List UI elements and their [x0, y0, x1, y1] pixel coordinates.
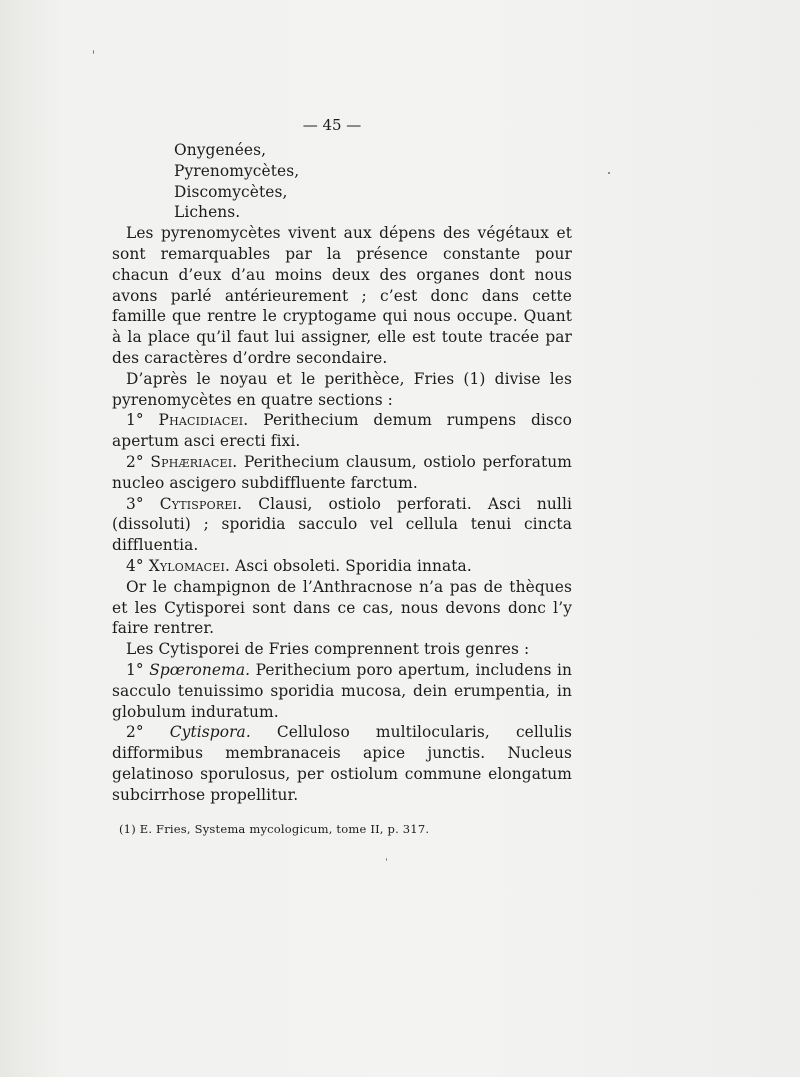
section-name: Sphæriacei.	[150, 452, 238, 471]
section-xylomacei	[112, 556, 572, 577]
section-description: Perithecium demum rumpens disco apertum asci erecti fixi.	[112, 411, 573, 451]
paragraph-pyrenomycetes: Les pyrenomycètes vivent aux dépens des végétaux et sont remarquables par la présence constante pour chacun d’eux d’au moins deux des organes dont nous avons parlé antérieurement ; c’est donc dans cette famille que rentre le cryptogame qui nous occupe. Quant à la place qu’il faut lui assigner, elle est toute tracée par des caractères d’ordre secondaire.	[112, 224, 572, 367]
paper-speck	[608, 172, 610, 174]
section-description: Perithecium clausum, ostiolo perforatum nucleo ascigero subdiffluente farctum.	[112, 452, 573, 492]
section-name: Cytisporei.	[159, 494, 243, 513]
section-number: 3°	[126, 494, 144, 513]
paper-speck	[386, 858, 387, 861]
section-description: Asci obsoleti. Sporidia innata.	[230, 556, 472, 575]
genus-description: Perithecium poro apertum, includens in sacculo tenuissimo sporidia mucosa, dein erumpentia, in globulum induratum.	[112, 660, 572, 721]
section-number: 4°	[126, 556, 144, 575]
section-number: 1°	[126, 411, 144, 430]
genus-name: Spœronema.	[149, 660, 251, 679]
paragraph-anthracnose: Or le champignon de l’Anthracnose n’a pas de thèques et les Cytisporei sont dans ce cas, nous devons donc l’y faire rentrer.	[112, 577, 572, 638]
genus-name: Cytispora.	[169, 723, 251, 742]
genus-number: 1°	[126, 660, 144, 679]
genus-sphaeronema	[112, 660, 572, 722]
class-list-item: Lichens.	[174, 203, 241, 222]
class-list-item: Discomycètes,	[174, 182, 288, 201]
section-sphaeriacei	[112, 452, 572, 494]
paper-speck	[93, 50, 94, 54]
page-number: — 45 —	[302, 116, 362, 134]
section-cytisporei	[112, 494, 572, 556]
genus-cytispora	[112, 722, 572, 805]
body-text	[112, 112, 572, 806]
class-list-item: Pyrenomycètes,	[174, 161, 300, 180]
genus-description: Celluloso multilocularis, cellulis difformibus membranaceis apice junctis. Nucleus gelatinoso sporulosus, per ostiolum commune elongatum subcirrhose propellitur.	[112, 723, 572, 804]
section-phacidiacei	[112, 410, 572, 452]
footnote: (1) E. Fries, Systema mycologicum, tome II, p. 317.	[119, 822, 430, 836]
section-number: 2°	[126, 452, 144, 471]
genus-number: 2°	[126, 723, 144, 742]
paragraph-genres: Les Cytisporei de Fries comprennent trois genres :	[126, 640, 530, 659]
paragraph-fries-sections: D’après le noyau et le perithèce, Fries (1) divise les pyrenomycètes en quatre sections :	[112, 369, 572, 409]
section-description: Clausi, ostiolo perforati. Asci nulli (dissoluti) ; sporidia sacculo vel cellula tenui cincta diffluentia.	[112, 494, 572, 555]
section-name: Xylomacei.	[148, 556, 231, 575]
section-name: Phacidiacei.	[158, 411, 249, 430]
class-list-item: Onygenées,	[174, 141, 267, 159]
